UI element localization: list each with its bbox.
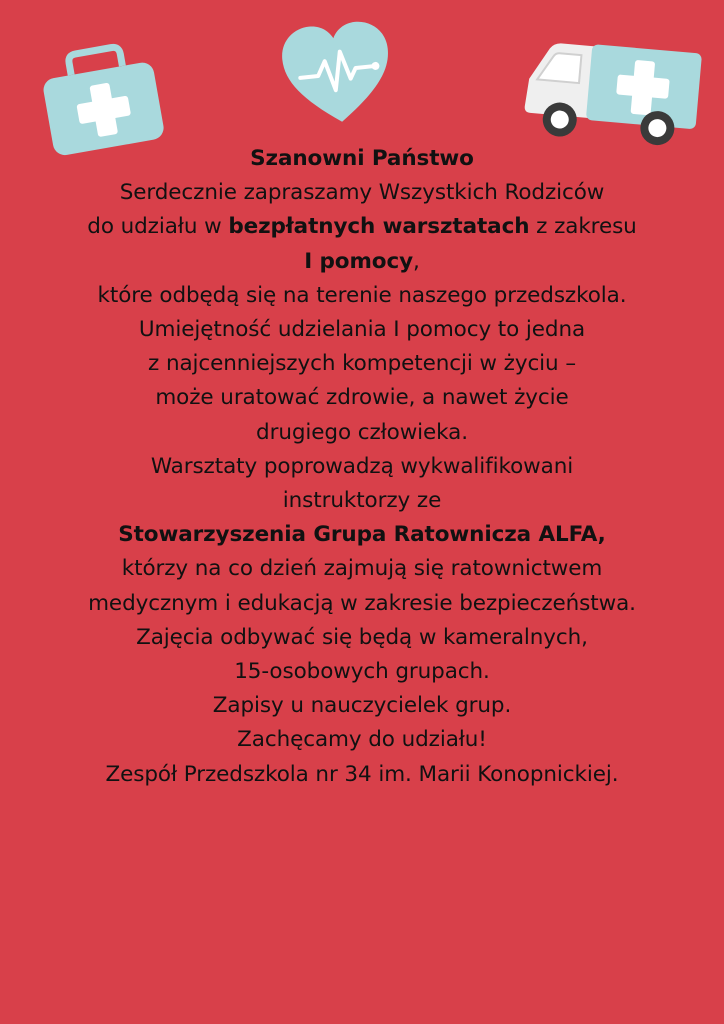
line-group-size: 15-osobowych grupach.: [234, 659, 490, 685]
line-rescue: którzy na co dzień zajmują się ratownictwem: [121, 556, 603, 582]
line-signature: Zespół Przedszkola nr 34 im. Marii Konopnickiej.: [105, 761, 619, 787]
line-safety: medycznym i edukacją w zakresie bezpieczeństwa.: [88, 590, 636, 616]
heart-pulse-icon: [280, 18, 394, 128]
line-competence: z najcenniejszych kompetencji w życiu –: [148, 351, 576, 377]
line-person: drugiego człowieka.: [256, 419, 468, 445]
ambulance-icon: [522, 36, 702, 154]
first-aid-kit-icon: [38, 40, 166, 158]
line-location: które odbędą się na terenie naszego przedszkola.: [97, 282, 627, 308]
line-invitation: Serdecznie zapraszamy Wszystkich Rodziców: [119, 180, 605, 206]
line-association: Stowarzyszenia Grupa Ratownicza ALFA,: [118, 522, 606, 548]
letter-body: [0, 142, 724, 792]
line-save-life: może uratować zdrowie, a nawet życie: [155, 385, 569, 411]
line-skill: Umiejętność udzielania I pomocy to jedna: [138, 317, 586, 343]
line-first-aid: I pomocy,: [304, 248, 420, 274]
greeting: Szanowni Państwo: [250, 146, 474, 171]
line-workshops: do udziału w bezpłatnych warsztatach z zakresu: [87, 214, 637, 240]
line-encourage: Zachęcamy do udziału!: [237, 727, 487, 753]
line-groups: Zajęcia odbywać się będą w kameralnych,: [136, 624, 588, 650]
line-lead: Warsztaty poprowadzą wykwalifikowani: [150, 453, 574, 479]
line-instructors: instruktorzy ze: [282, 488, 442, 514]
line-signup: Zapisy u nauczycielek grup.: [212, 693, 512, 719]
